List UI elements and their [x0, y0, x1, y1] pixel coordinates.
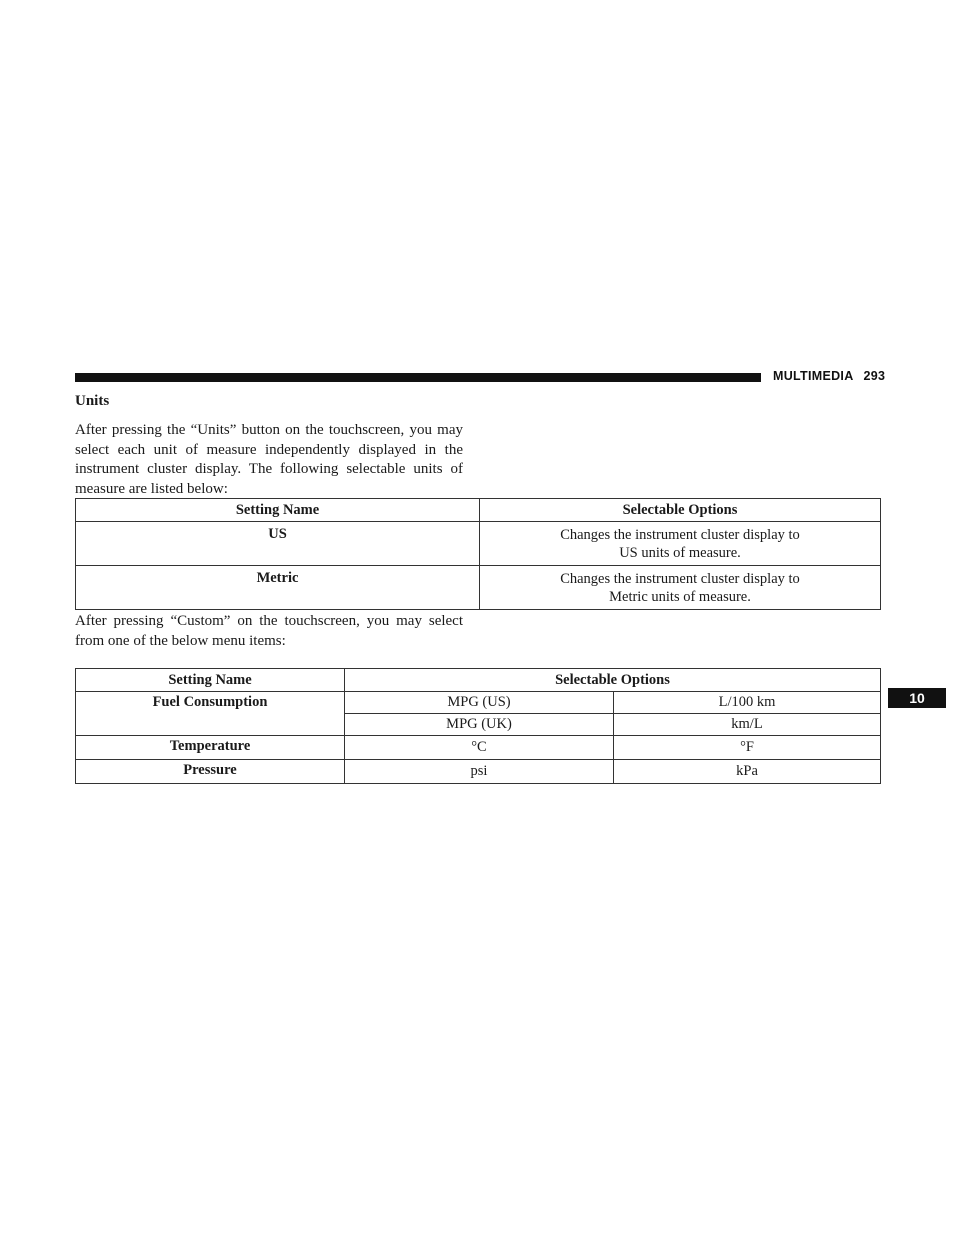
setting-name: Temperature: [76, 736, 345, 760]
table-header-row: [76, 499, 881, 522]
setting-option: [480, 522, 881, 566]
option-cell: psi: [345, 760, 614, 784]
header-rule: [75, 373, 761, 382]
option-cell: L/100 km: [614, 692, 881, 714]
custom-paragraph: After pressing “Custom” on the touchscreen, you may select from one of the below menu items:: [75, 613, 463, 649]
option-cell: kPa: [614, 760, 881, 784]
option-cell: °C: [345, 736, 614, 760]
option-line: Changes the instrument cluster display to: [560, 526, 800, 543]
setting-option: [480, 566, 881, 610]
table-header-row: [76, 669, 881, 692]
setting-name: Metric: [76, 566, 480, 610]
column-header: Selectable Options: [480, 499, 881, 522]
page-number: 293: [863, 369, 886, 383]
table-row: [76, 736, 881, 760]
section-name: MULTIMEDIA: [773, 369, 854, 383]
table-row: [76, 566, 881, 610]
column-header: Setting Name: [76, 669, 345, 692]
chapter-tab: 10: [888, 688, 946, 708]
setting-name: US: [76, 522, 480, 566]
column-header: Selectable Options: [345, 669, 881, 692]
section-title: Units: [75, 393, 110, 409]
option-cell: °F: [614, 736, 881, 760]
running-header: [773, 369, 885, 383]
option-cell: km/L: [614, 714, 881, 736]
option-line: Changes the instrument cluster display to: [560, 570, 800, 587]
custom-units-table: [75, 668, 881, 784]
intro-paragraph: After pressing the “Units” button on the touchscreen, you may select each unit of measure independently displayed in the instrument cluster display. The following selectable units of measure are listed below:: [75, 422, 463, 497]
option-line: US units of measure.: [619, 544, 741, 561]
setting-name: Fuel Consumption: [76, 692, 345, 736]
table-row: [76, 522, 881, 566]
column-header: Setting Name: [76, 499, 480, 522]
option-cell: MPG (UK): [345, 714, 614, 736]
option-line: Metric units of measure.: [609, 588, 751, 605]
setting-name: Pressure: [76, 760, 345, 784]
table-row: [76, 692, 881, 714]
option-cell: MPG (US): [345, 692, 614, 714]
units-table: [75, 498, 881, 610]
table-row: [76, 760, 881, 784]
